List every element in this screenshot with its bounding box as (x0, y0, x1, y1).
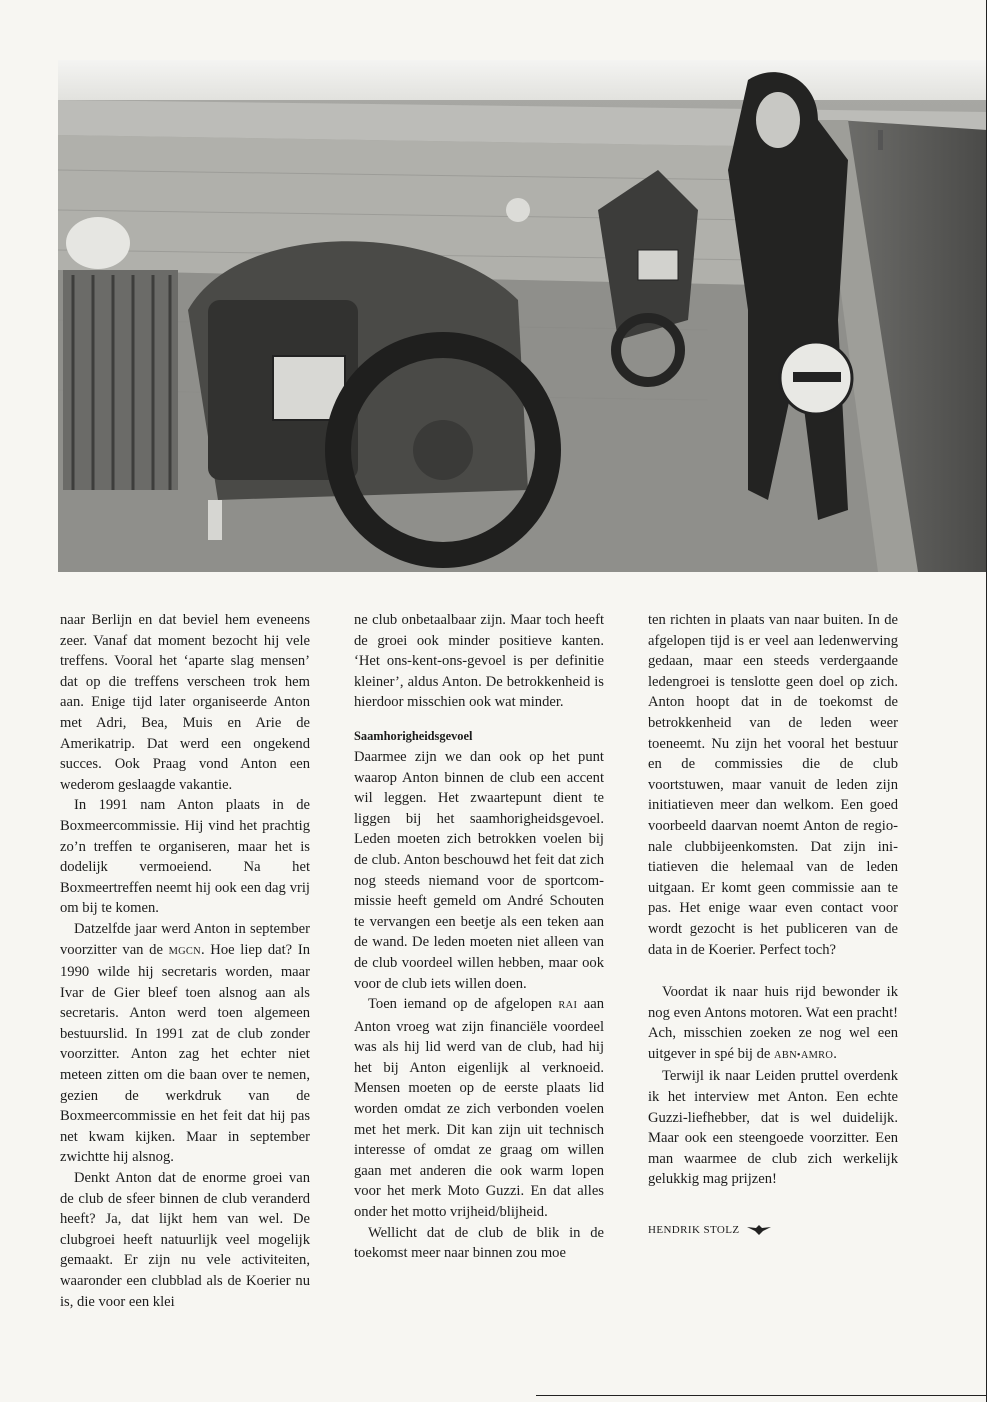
section-heading: Saamhorigheidsgevoel (354, 728, 473, 743)
paragraph: ne club onbetaalbaar zijn. Maar toch heeft de groei ook minder positieve kanten. ‘Het ons-kent-ons-gevoel is per definitie kleiner’, aldus Anton. De betrokkenheid is hierdoor misschien ook wat minder. (354, 612, 604, 711)
paragraph: ten richten in plaats van naar buiten. In de afgelopen tijd is er veel aan ledenwerving gedaan, maar een steeds verdergaande ledengroei is tenslotte geen doel op zich. Anton hoopt dat in de toekomst de betrokkenheid van de leden weer toeneemt. Nu zijn het vooral het bestuur en de commissies die de club voortstuwen, maar vanuit de leden zijn initiatieven meer dan welkom. Een goed voorbeeld daarvan noemt Anton de regionale clubbijeenkomsten. Dat zijn initiatieven die helemaal van de leden uitgaan. Er komt geen commissie aan te pas. Het enige waar even contact voor wordt gezocht is het publiceren van de data in de Koerier. Perfect toch? (648, 612, 898, 958)
paragraph: Voordat ik naar huis rijd bewonder ik nog even Antons motoren. Wat een pracht! Ach, misschien zoeken ze nog wel een uitgever in spé bij de ABN•AMRO. (648, 984, 898, 1062)
author-name: HENDRIK STOLZ (648, 1224, 740, 1237)
paragraph: Terwijl ik naar Leiden pruttel overdenk ik het interview met Anton. Een echte Guzzi-liefhebber, dat is wel duidelijk. Maar ook een steengoede voorzitter. Een man waarmee de club zich werkelijk gelukkig mag prijzen! (648, 1068, 898, 1188)
paragraph: Datzelfde jaar werd Anton in september voorzitter van de MGCN. Hoe liep dat? In 1990 wilde hij secretaris worden, maar Ivar de Gier bleef toen alsnog aan als secretaris. Anton werd toen algemeen bestuurslid. In 1991 zat de club zonder voorzitter. Anton zag het echter niet meteen zitten om die baan over te nemen, gezien de werkdruk van de Boxmeercommissie en het feit dat hij pas net kwam kijken. Maar in september zwichtte hij alsnog. (60, 920, 310, 1166)
paragraph: Toen iemand op de afgelopen RAI aan Anton vroeg wat zijn financiële voordeel was als hij lid werd van de club, had hij het bij Anton eigenlijk al verknoeid. Mensen moeten op de eerste plaats lid worden omdat ze zich verbonden voelen met het merk. Dit kan zijn uit technisch interesse of omdat ze graag om willen gaan met anderen die ook warm lopen voor het merk Moto Guzzi. En dat alles onder het motto vrijheid/blijheid. (354, 996, 604, 1221)
paragraph: Denkt Anton dat de enorme groei van de club de sfeer binnen de club veranderd heeft? Ja, dat lijkt hem van wel. De clubgroei heeft natuurlijk veel mogelijk gemaakt. Er zijn nu vele activiteiten, waaronder een clubblad als de Koerier nu is, die voor een klei (60, 1170, 310, 1310)
paragraph: Daarmee zijn we dan ook op het punt waarop Anton binnen de club een accent wil leggen. Het zwaartepunt dient te liggen bij het saamhorigheidsgevoel. Leden moeten zich betrokken voelen bij de club. Anton beschouwd het feit dat zich nog steeds niemand voor de sportcommissie heeft gemeld om André Schouten te vervangen een beetje als een teken aan de wand. De leden moeten niet alleen van de club voordeel willen hebben, maar ook voor de club iets willen doen. (354, 748, 604, 992)
guzzi-eagle-icon (747, 1225, 771, 1235)
paragraph: naar Berlijn en dat beviel hem eveneens zeer. Vanaf dat moment bezocht hij vele treffens. Vooral het ‘aparte slag mensen’ dat op die treffens verscheen trok hem aan. Enige tijd later organiseerde Anton met Adri, Bea, Muis en Arie de Amerikatrip. Dat werd een ongekend succes. Ook Praag vond Anton een wederom geslaagde vakantie. (60, 612, 310, 793)
paragraph: Wellicht dat de club de blik in de toekomst meer naar binnen zou moe (354, 1224, 604, 1262)
column-2 (354, 610, 604, 1264)
motorcycle-roadside-photo (58, 60, 987, 572)
column-1 (60, 610, 310, 1312)
paragraph: In 1991 nam Anton plaats in de Boxmeercommissie. Hij vind het prachtig zo’n treffen te organiseren, maar het is dodelijk vermoeiend. Na het Boxmeertreffen neemt hij ook een dag vrij om bij te komen. (60, 797, 310, 917)
column-3 (648, 610, 898, 1241)
author-byline (648, 1220, 898, 1241)
page-bottom-rule (536, 1395, 987, 1396)
article-photo (58, 60, 987, 572)
